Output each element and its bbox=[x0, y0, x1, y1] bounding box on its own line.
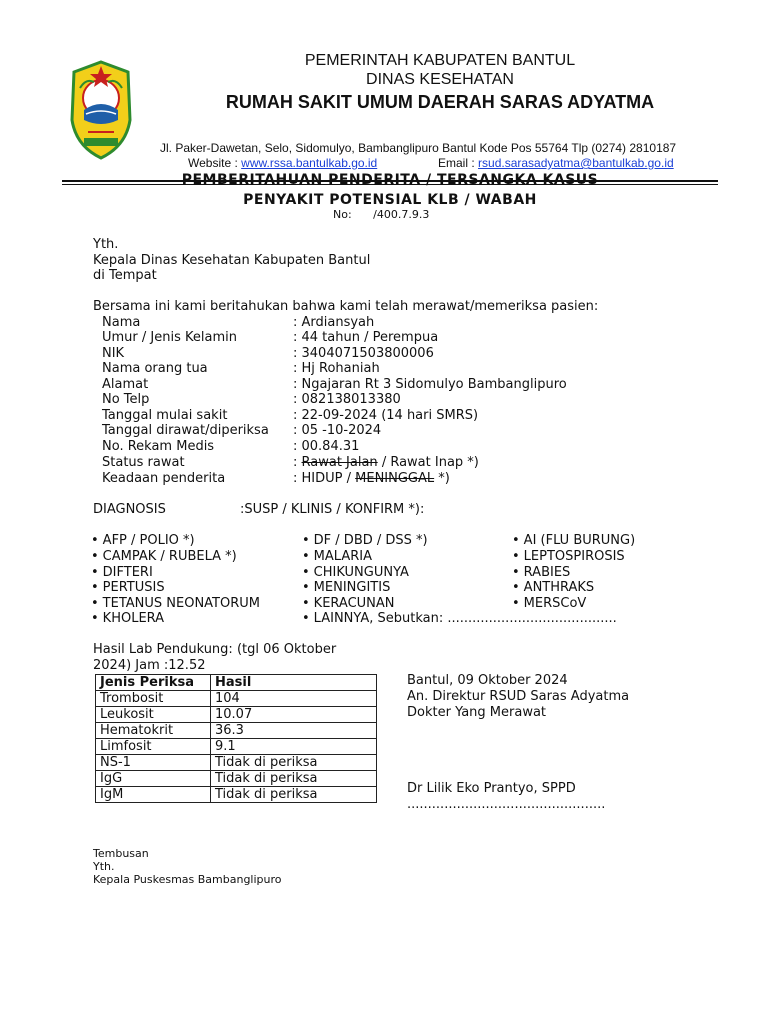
lab-heading-2: 2024) Jam :12.52 bbox=[93, 658, 206, 673]
letter-number-value: /400.7.9.3 bbox=[373, 208, 430, 221]
diagnosis-item: • KHOLERA bbox=[91, 611, 165, 626]
diagnosis-item: • TETANUS NEONATORUM bbox=[91, 596, 260, 611]
keadaan-rest: *) bbox=[434, 471, 450, 486]
patient-value: : 3404071503800006 bbox=[293, 346, 434, 361]
website-label: Website : bbox=[188, 156, 238, 170]
title-line-2: PENYAKIT POTENSIAL KLB / WABAH bbox=[243, 192, 537, 208]
table-cell: Tidak di periksa bbox=[211, 755, 377, 771]
table-row bbox=[96, 691, 377, 707]
table-row bbox=[96, 723, 377, 739]
diagnosis-item: • CAMPAK / RUBELA *) bbox=[91, 549, 237, 564]
table-cell: 9.1 bbox=[211, 739, 377, 755]
table-cell: Tidak di periksa bbox=[211, 771, 377, 787]
diagnosis-item: • ANTHRAKS bbox=[512, 580, 595, 595]
table-cell: NS-1 bbox=[96, 755, 211, 771]
cc-recipient: Kepala Puskesmas Bambanglipuro bbox=[93, 873, 282, 886]
letterhead-government: PEMERINTAH KABUPATEN BANTUL bbox=[304, 52, 576, 69]
table-row bbox=[96, 787, 377, 803]
lab-heading-1: Hasil Lab Pendukung: (tgl 06 Oktober bbox=[93, 642, 337, 657]
table-cell: 104 bbox=[211, 691, 377, 707]
recipient-to: Kepala Dinas Kesehatan Kabupaten Bantul bbox=[93, 253, 371, 268]
email-label: Email : bbox=[438, 156, 475, 170]
keadaan-label: Keadaan penderita bbox=[102, 471, 226, 486]
letterhead-divider-thick bbox=[62, 180, 718, 182]
table-row bbox=[96, 707, 377, 723]
table-cell: Hematokrit bbox=[96, 723, 211, 739]
letterhead-contact bbox=[188, 156, 377, 170]
patient-label: No Telp bbox=[102, 392, 150, 407]
status-rawat-struck: Rawat Jalan bbox=[301, 455, 378, 470]
column-header-jenis: Jenis Periksa bbox=[96, 675, 211, 691]
table-cell: Trombosit bbox=[96, 691, 211, 707]
lab-results-table bbox=[95, 674, 377, 803]
status-rawat-value bbox=[293, 455, 479, 470]
letterhead-department: DINAS KESEHATAN bbox=[366, 71, 514, 88]
email-link[interactable]: rsud.sarasadyatma@bantulkab.go.id bbox=[478, 156, 674, 170]
patient-value: : 22-09-2024 (14 hari SMRS) bbox=[293, 408, 479, 423]
diagnosis-item: • DIFTERI bbox=[91, 565, 153, 580]
patient-label: Umur / Jenis Kelamin bbox=[102, 330, 237, 345]
recipient-yth: Yth. bbox=[93, 237, 119, 252]
patient-label: Nama orang tua bbox=[102, 361, 208, 376]
diagnosis-options: :SUSP / KLINIS / KONFIRM *): bbox=[240, 502, 425, 517]
diagnosis-item: • MERSCoV bbox=[512, 596, 587, 611]
diagnosis-label: DIAGNOSIS bbox=[93, 502, 166, 517]
keadaan-value bbox=[293, 471, 450, 486]
letterhead-email bbox=[438, 156, 674, 170]
diagnosis-item: • MALARIA bbox=[302, 549, 372, 564]
patient-value: : 44 tahun / Perempua bbox=[293, 330, 439, 345]
status-rawat-rest: / Rawat Inap *) bbox=[377, 455, 479, 470]
diagnosis-item: • LAINNYA, Sebutkan: ......................................... bbox=[302, 611, 617, 626]
signature-name: Dr Lilik Eko Prantyo, SPPD bbox=[407, 781, 576, 796]
keadaan-pre: : HIDUP / bbox=[293, 471, 356, 486]
status-rawat-colon: : bbox=[293, 455, 302, 470]
patient-value: : Ardiansyah bbox=[293, 315, 375, 330]
patient-label: Tanggal dirawat/diperiksa bbox=[102, 423, 269, 438]
table-cell: 36.3 bbox=[211, 723, 377, 739]
patient-value: : 00.84.31 bbox=[293, 439, 360, 454]
cc-yth: Yth. bbox=[93, 860, 115, 873]
diagnosis-item: • PERTUSIS bbox=[91, 580, 165, 595]
title-line-1: PEMBERITAHUAN PENDERITA / TERSANGKA KASUS bbox=[181, 172, 599, 188]
patient-label: Alamat bbox=[102, 377, 149, 392]
diagnosis-item: • DF / DBD / DSS *) bbox=[302, 533, 428, 548]
website-link[interactable]: www.rssa.bantulkab.go.id bbox=[241, 156, 378, 170]
status-rawat-label: Status rawat bbox=[102, 455, 185, 470]
table-cell: Leukosit bbox=[96, 707, 211, 723]
letter-number bbox=[333, 208, 429, 221]
table-cell: Limfosit bbox=[96, 739, 211, 755]
signature-on-behalf: An. Direktur RSUD Saras Adyatma bbox=[407, 689, 630, 704]
intro-text: Bersama ini kami beritahukan bahwa kami telah merawat/memeriksa pasien: bbox=[93, 299, 599, 314]
letterhead-hospital-name: RUMAH SAKIT UMUM DAERAH SARAS ADYATMA bbox=[225, 92, 655, 112]
diagnosis-item: • CHIKUNGUNYA bbox=[302, 565, 409, 580]
patient-label: No. Rekam Medis bbox=[102, 439, 215, 454]
table-cell: Tidak di periksa bbox=[211, 787, 377, 803]
table-cell: 10.07 bbox=[211, 707, 377, 723]
table-header-row bbox=[96, 675, 377, 691]
table-cell: IgG bbox=[96, 771, 211, 787]
patient-label: NIK bbox=[102, 346, 125, 361]
patient-value: : 05 -10-2024 bbox=[293, 423, 382, 438]
diagnosis-item: • AFP / POLIO *) bbox=[91, 533, 195, 548]
diagnosis-item: • KERACUNAN bbox=[302, 596, 395, 611]
patient-value: : 082138013380 bbox=[293, 392, 401, 407]
diagnosis-item: • LEPTOSPIROSIS bbox=[512, 549, 625, 564]
patient-value: : Ngajaran Rt 3 Sidomulyo Bambanglipuro bbox=[293, 377, 567, 392]
table-row bbox=[96, 755, 377, 771]
recipient-place: di Tempat bbox=[93, 268, 157, 283]
diagnosis-item: • AI (FLU BURUNG) bbox=[512, 533, 636, 548]
keadaan-struck: MENINGGAL bbox=[355, 471, 435, 486]
table-row bbox=[96, 739, 377, 755]
letter-number-label: No: bbox=[333, 208, 352, 221]
table-row bbox=[96, 771, 377, 787]
signature-role: Dokter Yang Merawat bbox=[407, 705, 547, 720]
table-cell: IgM bbox=[96, 787, 211, 803]
diagnosis-item: • MENINGITIS bbox=[302, 580, 391, 595]
diagnosis-item: • RABIES bbox=[512, 565, 571, 580]
patient-label: Tanggal mulai sakit bbox=[102, 408, 228, 423]
patient-value: : Hj Rohaniah bbox=[293, 361, 380, 376]
signature-dots: ................................................ bbox=[407, 797, 606, 812]
cc-label: Tembusan bbox=[93, 847, 149, 860]
column-header-hasil: Hasil bbox=[211, 675, 377, 691]
kabupaten-bantul-crest-logo bbox=[66, 58, 136, 166]
patient-label: Nama bbox=[102, 315, 141, 330]
signature-date: Bantul, 09 Oktober 2024 bbox=[407, 673, 568, 688]
letterhead-address: Jl. Paker-Dawetan, Selo, Sidomulyo, Bambanglipuro Bantul Kode Pos 55764 Tlp (0274) 2810187 bbox=[160, 141, 677, 155]
letterhead-divider-thin bbox=[62, 184, 718, 185]
